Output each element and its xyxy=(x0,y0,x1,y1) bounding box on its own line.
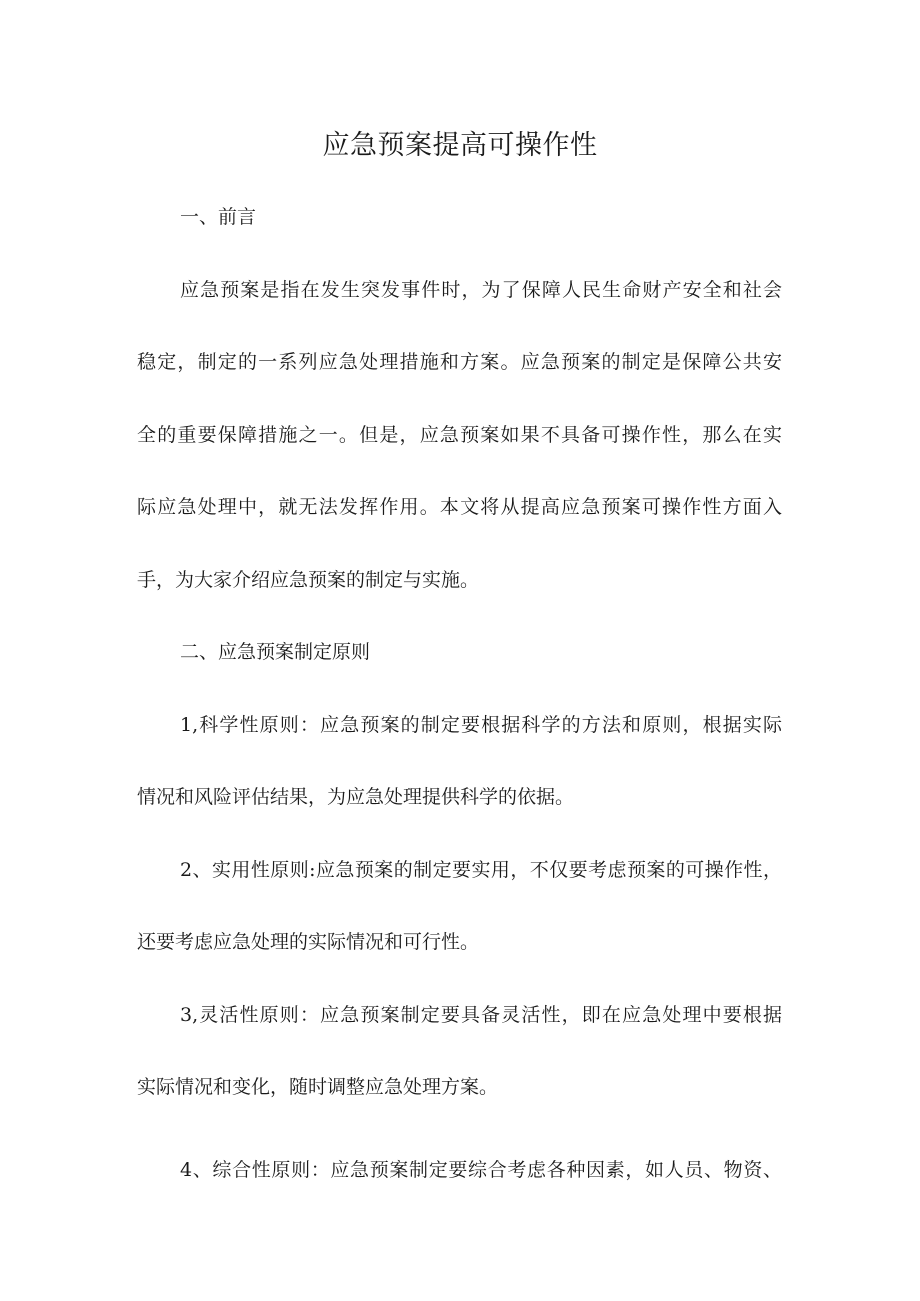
principle-line: 3,灵活性原则：应急预案制定要具备灵活性，即在应急处理中要根据 xyxy=(180,1004,782,1026)
principle-line: 实际情况和变化，随时调整应急处理方案。 xyxy=(137,1076,499,1098)
section-heading-principles: 二、应急预案制定原则 xyxy=(180,641,371,663)
principle-line: 情况和风险评估结果，为应急处理提供科学的依据。 xyxy=(137,786,575,808)
principle-line: 2、实用性原则:应急预案的制定要实用，不仅要考虑预案的可操作性， xyxy=(180,859,782,881)
paragraph-line: 稳定，制定的一系列应急处理措施和方案。应急预案的制定是保障公共安 xyxy=(137,351,782,373)
paragraph-line: 应急预案是指在发生突发事件时，为了保障人民生命财产安全和社会 xyxy=(180,279,782,301)
principle-line: 4、综合性原则：应急预案制定要综合考虑各种因素，如人员、物资、 xyxy=(180,1159,782,1181)
section-heading-preface: 一、前言 xyxy=(180,206,257,228)
principle-line: 还要考虑应急处理的实际情况和可行性。 xyxy=(137,931,480,953)
principle-line: 1,科学性原则：应急预案的制定要根据科学的方法和原则，根据实际 xyxy=(180,714,782,736)
paragraph-line: 手，为大家介绍应急预案的制定与实施。 xyxy=(137,569,480,591)
paragraph-line: 际应急处理中，就无法发挥作用。本文将从提高应急预案可操作性方面入 xyxy=(137,496,782,518)
paragraph-line: 全的重要保障措施之一。但是，应急预案如果不具备可操作性，那么在实 xyxy=(137,424,782,446)
document-title: 应急预案提高可操作性 xyxy=(322,130,598,161)
